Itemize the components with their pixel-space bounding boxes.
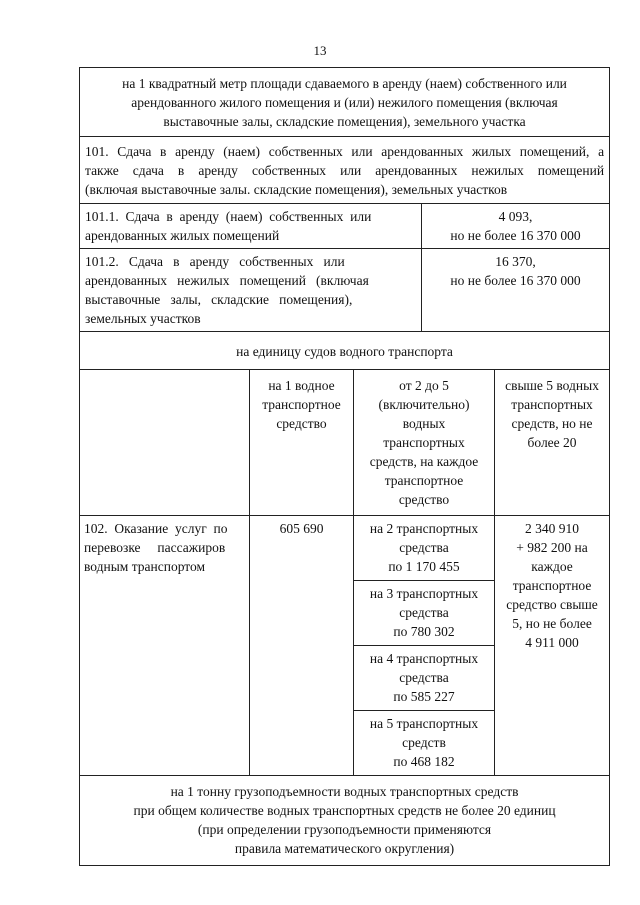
- section-header-water: на единицу судов водного транспорта: [80, 332, 610, 370]
- item-101-2-row: [80, 249, 610, 332]
- column-two-to-five-line4: транспортных: [383, 435, 465, 450]
- section-header-tonnage-line3: (при определении грузоподъемности применяются: [197, 822, 492, 837]
- item-102-over-five-line4: транспортное: [512, 578, 592, 593]
- column-over-five-line1: свыше 5 водных: [505, 378, 599, 393]
- item-102-tier-2-line3: по 1 170 455: [388, 559, 460, 574]
- item-102-tier-3-line1: на 3 транспортных: [369, 586, 479, 601]
- column-two-to-five-line3: водных: [402, 416, 446, 431]
- item-102-one-vessel-rate: 605 690: [250, 516, 354, 776]
- item-102-over-five-line1: 2 340 910: [525, 521, 580, 536]
- item-101-2-name-line3: выставочные залы, складские помещения),: [85, 292, 353, 307]
- item-102-over-five-line6: 5, но не более: [512, 616, 592, 631]
- item-101-line2: также сдача в аренду собственных или арендованных нежилых помещений: [85, 163, 605, 178]
- section-header-tonnage-row: [80, 776, 610, 866]
- tax-rate-table: [79, 67, 610, 866]
- item-102-name-line2: перевозке пассажиров: [84, 540, 226, 555]
- item-101-line1: 101. Сдача в аренду (наем) собственных или арендованных жилых помещений, а: [85, 144, 605, 159]
- item-102-tier-5-line2: средств: [402, 735, 446, 750]
- item-101-1-name-line2: арендованных жилых помещений: [85, 228, 280, 243]
- section-header-area: [80, 68, 610, 137]
- item-101-1-rate-line2: но не более 16 370 000: [450, 228, 581, 243]
- item-102-over-five-line7: 4 911 000: [525, 635, 579, 650]
- section-header-area-line1: на 1 квадратный метр площади сдаваемого в аренду (наем) собственного или: [122, 76, 567, 91]
- section-header-water-row: [80, 332, 610, 370]
- column-two-to-five-line6: транспортное: [384, 473, 464, 488]
- item-101-2-name-line1: 101.2. Сдача в аренду собственных или: [85, 254, 345, 269]
- item-102-over-five-rate: [495, 516, 610, 776]
- item-102-tier-4-line2: средства: [399, 670, 449, 685]
- column-over-five-line4: более 20: [527, 435, 577, 450]
- item-102-tier-2-line1: на 2 транспортных: [369, 521, 479, 536]
- item-102-tier-2: [354, 516, 495, 581]
- item-102-tier-3-line3: по 780 302: [393, 624, 455, 639]
- item-101-1-rate: [422, 204, 610, 249]
- item-102-tier-4-line1: на 4 транспортных: [369, 651, 479, 666]
- item-101-2-name-line2: арендованных нежилых помещений (включая: [85, 273, 369, 288]
- item-102-over-five-line5: средство свыше: [506, 597, 598, 612]
- item-101-2-rate-line2: но не более 16 370 000: [450, 273, 581, 288]
- column-one-vessel-line2: транспортное: [262, 397, 341, 412]
- item-102-tier-5-line3: по 468 182: [393, 754, 455, 769]
- item-101-text: [80, 137, 610, 204]
- water-columns-empty-cell: [80, 370, 250, 516]
- column-over-five-line3: средств, но не: [511, 416, 593, 431]
- item-101-2-name-line4: земельных участков: [85, 311, 201, 326]
- page-number: 13: [313, 43, 327, 58]
- item-101-row: [80, 137, 610, 204]
- column-one-vessel: [250, 370, 354, 516]
- item-102-tier-3-line2: средства: [399, 605, 449, 620]
- section-header-area-row: [80, 68, 610, 137]
- water-columns-row: [80, 370, 610, 516]
- item-102-tier-2-line2: средства: [399, 540, 449, 555]
- column-two-to-five-line2: (включительно): [378, 397, 470, 412]
- item-102-over-five-line2: + 982 200 на: [516, 540, 588, 555]
- item-102-name-line1: 102. Оказание услуг по: [84, 521, 228, 536]
- column-two-to-five-line5: средств, на каждое: [369, 454, 479, 469]
- item-102-name: [80, 516, 250, 776]
- item-101-1-name: [80, 204, 422, 249]
- item-101-line3: (включая выставочные залы. складские помещения), земельных участков: [85, 182, 508, 197]
- column-over-five-line2: транспортных: [511, 397, 593, 412]
- item-102-tier-3: [354, 581, 495, 646]
- section-header-tonnage-line1: на 1 тонну грузоподъемности водных транспортных средств: [170, 784, 519, 799]
- item-102-tier-5-line1: на 5 транспортных: [369, 716, 479, 731]
- item-102-tier-4-line3: по 585 227: [393, 689, 455, 704]
- column-one-vessel-line1: на 1 водное: [268, 378, 335, 393]
- item-102-name-line3: водным транспортом: [84, 559, 206, 574]
- column-two-to-five-line7: средство: [398, 492, 450, 507]
- column-over-five: [495, 370, 610, 516]
- item-102-over-five-line3: каждое: [531, 559, 573, 574]
- item-102-tier-5: [354, 711, 495, 776]
- column-two-to-five: [354, 370, 495, 516]
- column-one-vessel-line3: средство: [276, 416, 327, 431]
- item-101-1-rate-line1: 4 093,: [498, 209, 533, 224]
- item-101-2-rate: [422, 249, 610, 332]
- section-header-tonnage: [80, 776, 610, 866]
- item-101-2-rate-line1: 16 370,: [495, 254, 536, 269]
- item-101-1-name-line1: 101.1. Сдача в аренду (наем) собственных или: [85, 209, 372, 224]
- item-102-tier-4: [354, 646, 495, 711]
- section-header-tonnage-line2: при общем количестве водных транспортных средств не более 20 единиц: [133, 803, 556, 818]
- section-header-area-line2: арендованного жилого помещения и (или) нежилого помещения (включая: [131, 95, 558, 110]
- item-101-2-name: [80, 249, 422, 332]
- section-header-tonnage-line4: правила математического округления): [234, 841, 455, 856]
- section-header-area-line3: выставочные залы, складские помещения), земельного участка: [163, 114, 526, 129]
- item-102-row-tier-2: [80, 516, 610, 581]
- column-two-to-five-line1: от 2 до 5: [399, 378, 449, 393]
- item-101-1-row: [80, 204, 610, 249]
